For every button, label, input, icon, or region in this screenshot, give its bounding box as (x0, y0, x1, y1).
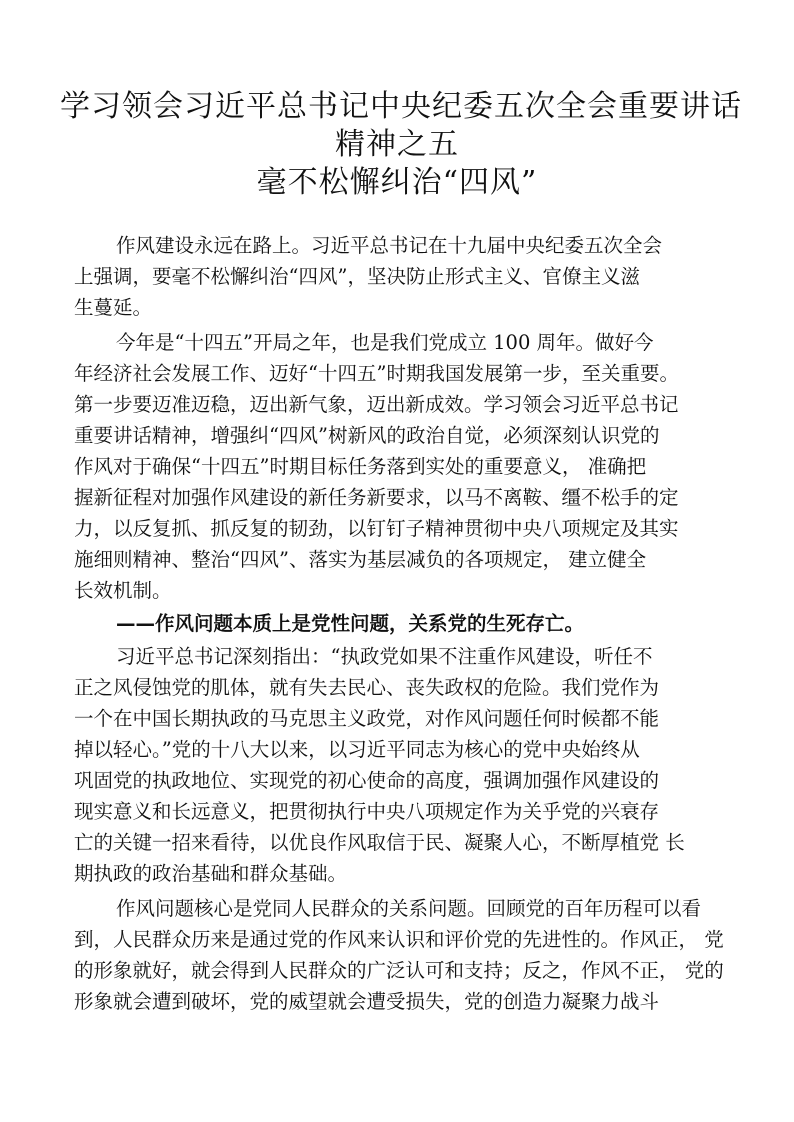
paragraph-line: 正之风侵蚀党的肌体，就有失去民心、丧失政权的危险。我们党作为 (74, 676, 660, 699)
paragraph (74, 893, 754, 1017)
paragraph-line: 第一步要迈准迈稳，迈出新气象，迈出新成效。学习领会习近平总书记 (74, 393, 679, 416)
paragraph (74, 327, 754, 606)
paragraph-line: 到，人民群众历来是通过党的作风来认识和评价党的先进性的。作风正， 党 (74, 928, 724, 951)
paragraph-line: 施细则精神、整治“四风”、落实为基层减负的各项规定， 建立健全 (74, 548, 647, 571)
paragraph-line: 习近平总书记深刻指出：“执政党如果不注重作风建设，听任不 (116, 645, 653, 668)
document-title (60, 88, 742, 202)
paragraph-line: 长效机制。 (74, 579, 172, 602)
paragraph-line: 巩固党的执政地位、实现党的初心使命的高度，强调加强作风建设的 (74, 769, 660, 792)
paragraph-line: 作风建设永远在路上。习近平总书记在十九届中央纪委五次全会 (116, 234, 663, 257)
paragraph-line: 力，以反复抓、抓反复的韧劲，以钉钉子精神贯彻中央八项规定及其实 (74, 517, 679, 540)
paragraph-line: 亡的关键一招来看待，以优良作风取信于民、凝聚人心，不断厚植党 长 (74, 831, 685, 854)
paragraph-line: 上强调，要毫不松懈纠治“四风”，坚决防止形式主义、官僚主义滋 (74, 265, 640, 288)
paragraph-line: 重要讲话精神，增强纠“四风”树新风的政治自觉，必须深刻认识党的 (74, 424, 660, 447)
paragraph (74, 230, 754, 323)
paragraph-line: 期执政的政治基础和群众基础。 (74, 862, 348, 885)
paragraph-line: 今年是“十四五”开局之年，也是我们党成立 100 周年。做好今 (116, 331, 654, 354)
paragraph-line: 现实意义和长远意义，把贯彻执行中央八项规定作为关乎党的兴衰存 (74, 800, 660, 823)
section-heading: ——作风问题本质上是党性问题，关系党的生死存亡。 (116, 612, 585, 635)
document-body (74, 230, 754, 1017)
paragraph-line: 生蔓延。 (74, 296, 153, 319)
paragraph-line: 的形象就好，就会得到人民群众的广泛认可和支持；反之，作风不正， 党的 (74, 959, 724, 982)
paragraph-line: 作风对于确保“十四五”时期目标任务落到实处的重要意义， 准确把 (74, 455, 647, 478)
title-line: 精神之五 (335, 127, 459, 162)
paragraph (74, 641, 754, 889)
paragraph-line: 形象就会遭到破坏，党的威望就会遭受损失，党的创造力凝聚力战斗 (74, 990, 660, 1013)
paragraph-line: 掉以轻心。”党的十八大以来，以习近平同志为核心的党中央始终从 (74, 738, 640, 761)
paragraph-line: 作风问题核心是党同人民群众的关系问题。回顾党的百年历程可以看 (116, 897, 702, 920)
paragraph-line: 一个在中国长期执政的马克思主义政党，对作风问题任何时候都不能 (74, 707, 660, 730)
paragraph-line: 握新征程对加强作风建设的新任务新要求，以马不离鞍、缰不松手的定 (74, 486, 679, 509)
title-line: 毫不松懈纠治“四风” (256, 165, 538, 200)
title-line: 学习领会习近平总书记中央纪委五次全会重要讲话 (60, 89, 742, 124)
paragraph-line: 年经济社会发展工作、迈好“十四五”时期我国发展第一步，至关重要。 (74, 362, 679, 385)
